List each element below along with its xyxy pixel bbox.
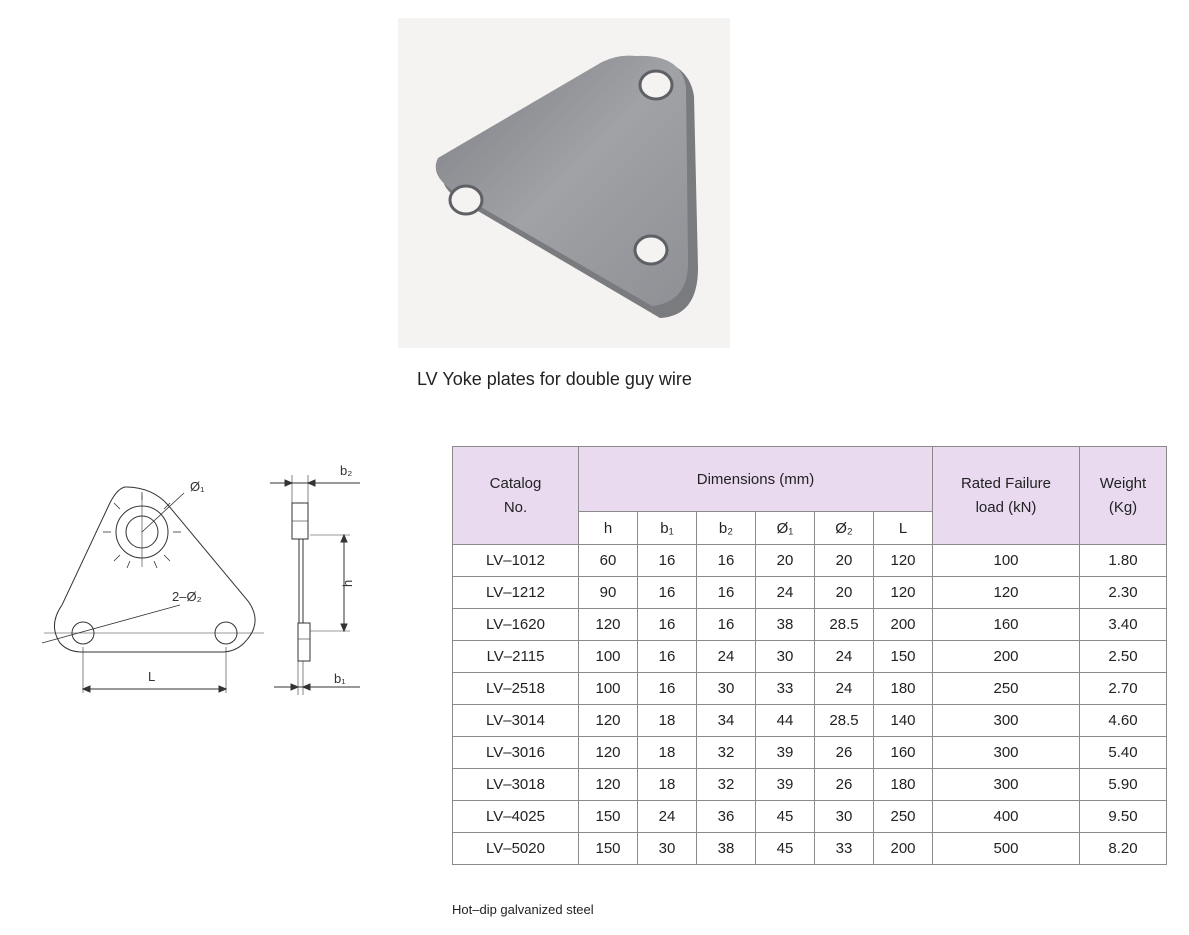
- table-cell: 28.5: [815, 609, 874, 641]
- table-cell: LV–3016: [453, 737, 579, 769]
- table-cell: 24: [756, 577, 815, 609]
- table-cell: 4.60: [1080, 705, 1167, 737]
- table-cell: LV–1012: [453, 545, 579, 577]
- b1-label: b₁: [334, 671, 346, 686]
- table-cell: 180: [874, 673, 933, 705]
- table-cell: 300: [933, 769, 1080, 801]
- subheader-b2: b₂: [697, 512, 756, 545]
- table-cell: 120: [874, 545, 933, 577]
- table-cell: 34: [697, 705, 756, 737]
- table-cell: 120: [579, 737, 638, 769]
- L-label: L: [148, 669, 156, 684]
- table-cell: 300: [933, 705, 1080, 737]
- header-dimensions: Dimensions (mm): [579, 447, 933, 512]
- table-cell: LV–3014: [453, 705, 579, 737]
- table-cell: 120: [579, 769, 638, 801]
- table-cell: 100: [579, 641, 638, 673]
- table-cell: 150: [874, 641, 933, 673]
- table-cell: 120: [579, 609, 638, 641]
- table-cell: 16: [638, 577, 697, 609]
- subheader-d2: Ø₂: [815, 512, 874, 545]
- table-cell: 30: [756, 641, 815, 673]
- d1-label: Ø₁: [190, 479, 205, 494]
- table-cell: LV–5020: [453, 833, 579, 865]
- table-cell: 120: [933, 577, 1080, 609]
- table-cell: 39: [756, 737, 815, 769]
- table-cell: 160: [933, 609, 1080, 641]
- table-cell: 20: [815, 577, 874, 609]
- table-row: [453, 673, 1167, 705]
- table-cell: 16: [638, 545, 697, 577]
- table-cell: 160: [874, 737, 933, 769]
- table-cell: 500: [933, 833, 1080, 865]
- table-cell: 18: [638, 737, 697, 769]
- table-cell: 140: [874, 705, 933, 737]
- table-cell: 200: [933, 641, 1080, 673]
- table-cell: 16: [638, 673, 697, 705]
- table-cell: 26: [815, 769, 874, 801]
- table-row: [453, 801, 1167, 833]
- table-cell: 200: [874, 833, 933, 865]
- table-cell: 100: [933, 545, 1080, 577]
- table-cell: LV–4025: [453, 801, 579, 833]
- table-row: [453, 641, 1167, 673]
- subheader-b1: b₁: [638, 512, 697, 545]
- table-cell: 90: [579, 577, 638, 609]
- table-cell: 300: [933, 737, 1080, 769]
- table-cell: 1.80: [1080, 545, 1167, 577]
- table-cell: 26: [815, 737, 874, 769]
- table-cell: 32: [697, 769, 756, 801]
- header-weight: Weight (Kg): [1080, 447, 1167, 545]
- table-cell: LV–2115: [453, 641, 579, 673]
- table-cell: 20: [756, 545, 815, 577]
- table-cell: 2.50: [1080, 641, 1167, 673]
- product-caption: LV Yoke plates for double guy wire: [417, 369, 692, 389]
- table-cell: 2.30: [1080, 577, 1167, 609]
- table-cell: 16: [638, 609, 697, 641]
- table-cell: 9.50: [1080, 801, 1167, 833]
- table-row: [453, 737, 1167, 769]
- table-cell: 100: [579, 673, 638, 705]
- table-cell: 45: [756, 801, 815, 833]
- table-cell: 150: [579, 833, 638, 865]
- b2-label: b₂: [340, 463, 353, 478]
- table-cell: 24: [815, 673, 874, 705]
- table-cell: 44: [756, 705, 815, 737]
- table-row: [453, 769, 1167, 801]
- d2-label: 2–Ø₂: [172, 589, 202, 604]
- table-cell: 16: [697, 545, 756, 577]
- plate-front-view: [42, 487, 264, 693]
- table-cell: 60: [579, 545, 638, 577]
- h-label: h: [340, 579, 355, 587]
- table-cell: 18: [638, 705, 697, 737]
- header-catalog: Catalog No.: [453, 447, 579, 545]
- table-cell: 250: [874, 801, 933, 833]
- table-cell: 150: [579, 801, 638, 833]
- table-cell: 250: [933, 673, 1080, 705]
- technical-drawing: [30, 455, 410, 715]
- table-cell: 32: [697, 737, 756, 769]
- specification-table: [452, 446, 1167, 865]
- table-cell: 16: [697, 577, 756, 609]
- table-cell: 200: [874, 609, 933, 641]
- table-cell: 8.20: [1080, 833, 1167, 865]
- table-cell: 120: [874, 577, 933, 609]
- table-cell: 24: [638, 801, 697, 833]
- table-cell: 5.40: [1080, 737, 1167, 769]
- table-cell: 30: [697, 673, 756, 705]
- table-cell: 45: [756, 833, 815, 865]
- table-cell: 33: [756, 673, 815, 705]
- table-cell: 180: [874, 769, 933, 801]
- table-cell: 400: [933, 801, 1080, 833]
- table-cell: 2.70: [1080, 673, 1167, 705]
- subheader-d1: Ø₁: [756, 512, 815, 545]
- table-row: [453, 609, 1167, 641]
- table-cell: 38: [697, 833, 756, 865]
- table-cell: LV–2518: [453, 673, 579, 705]
- table-cell: 33: [815, 833, 874, 865]
- table-cell: 28.5: [815, 705, 874, 737]
- product-photo: [398, 18, 730, 348]
- table-cell: 20: [815, 545, 874, 577]
- table-cell: 36: [697, 801, 756, 833]
- table-cell: LV–1620: [453, 609, 579, 641]
- table-row: [453, 577, 1167, 609]
- subheader-h: h: [579, 512, 638, 545]
- material-note: Hot–dip galvanized steel: [452, 902, 594, 917]
- table-cell: LV–3018: [453, 769, 579, 801]
- table-cell: 16: [697, 609, 756, 641]
- table-cell: 24: [815, 641, 874, 673]
- table-body: [453, 545, 1167, 865]
- table-cell: 24: [697, 641, 756, 673]
- table-cell: 5.90: [1080, 769, 1167, 801]
- table-cell: 3.40: [1080, 609, 1167, 641]
- header-rated-failure-load: Rated Failure load (kN): [933, 447, 1080, 545]
- table-row: [453, 833, 1167, 865]
- table-cell: 18: [638, 769, 697, 801]
- table-row: [453, 705, 1167, 737]
- table-cell: 38: [756, 609, 815, 641]
- table-cell: 30: [638, 833, 697, 865]
- table-cell: LV–1212: [453, 577, 579, 609]
- table-cell: 30: [815, 801, 874, 833]
- yoke-plate-image: [398, 18, 730, 348]
- table-cell: 120: [579, 705, 638, 737]
- table-row: [453, 545, 1167, 577]
- subheader-L: L: [874, 512, 933, 545]
- table-cell: 16: [638, 641, 697, 673]
- table-cell: 39: [756, 769, 815, 801]
